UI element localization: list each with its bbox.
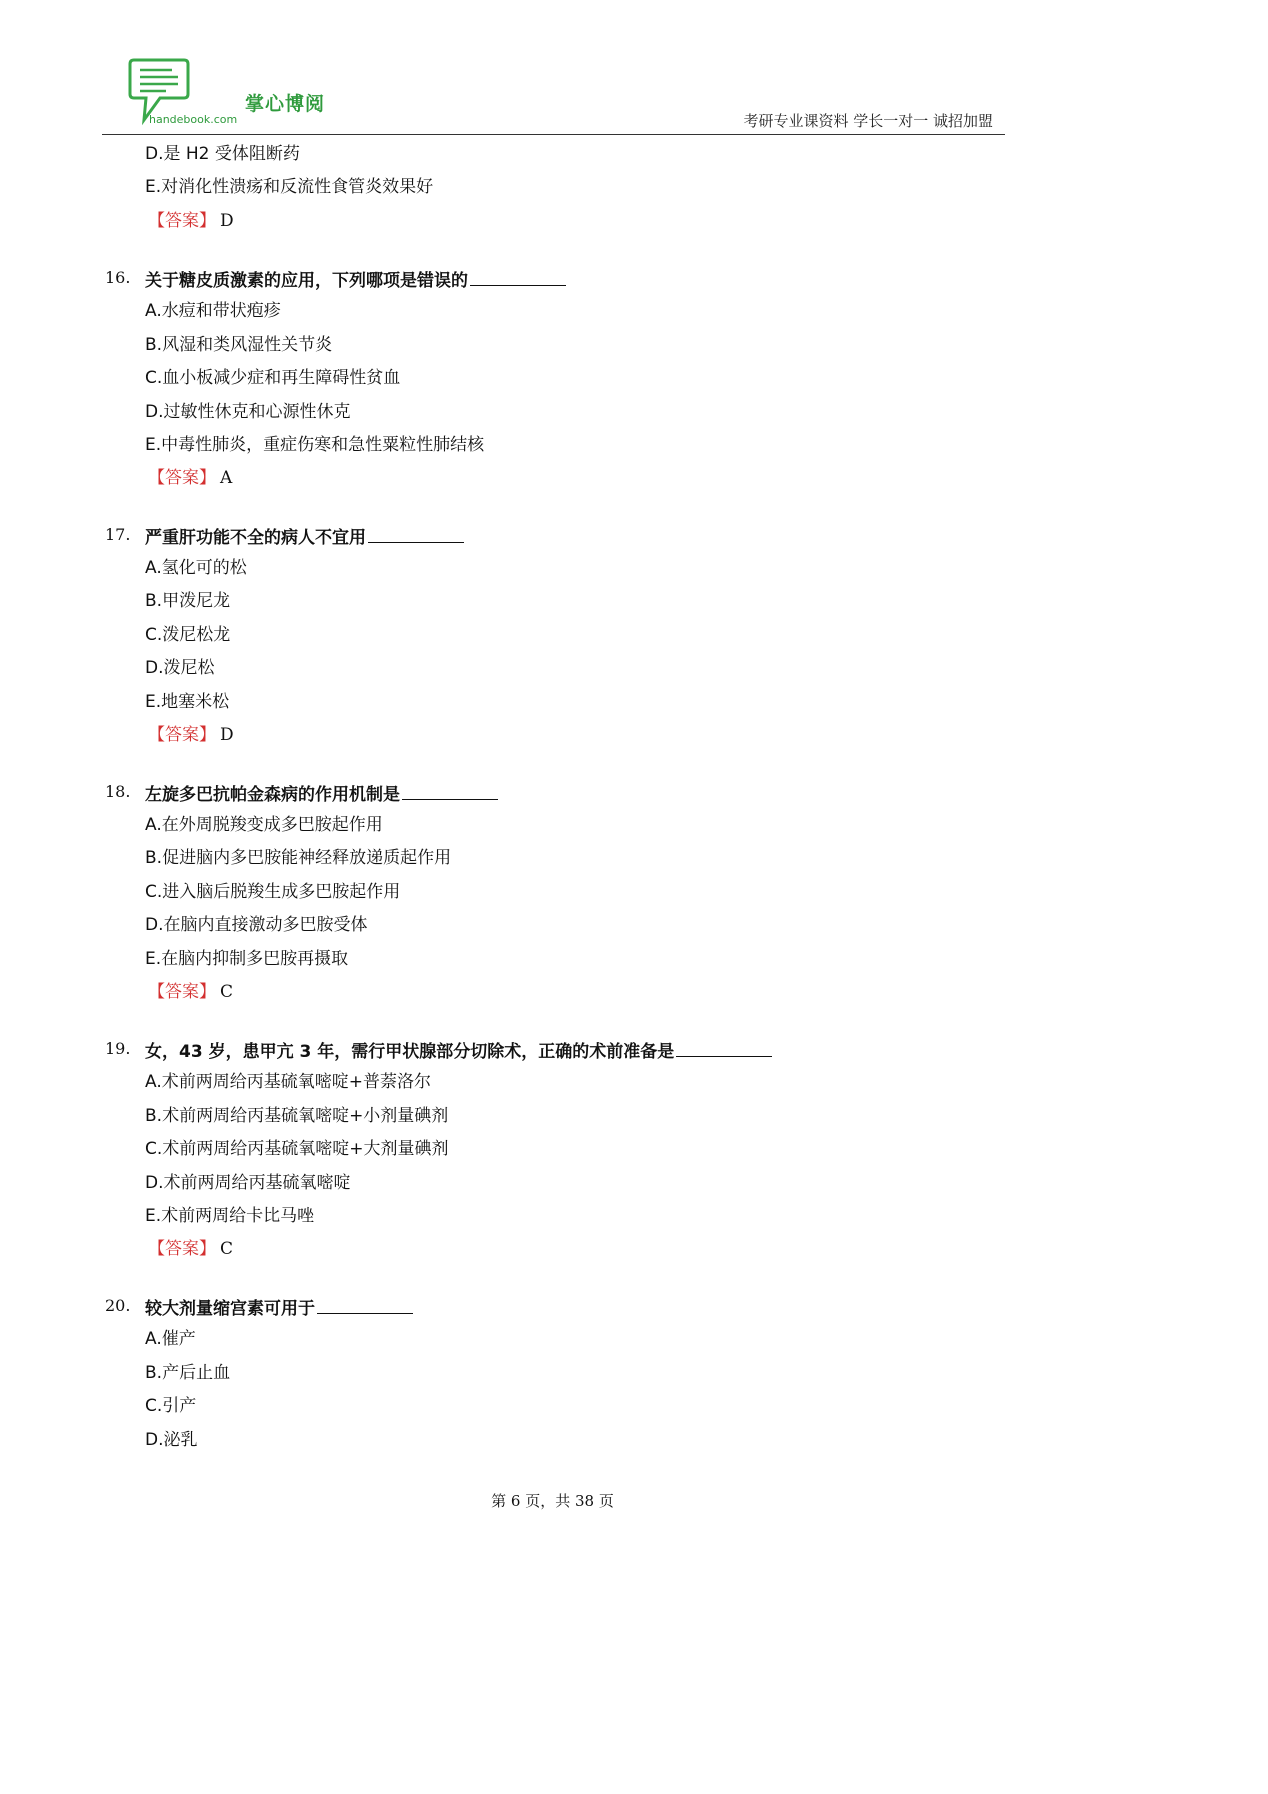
option-text: B.术前两周给丙基硫氧嘧啶+小剂量碘剂 [145,1106,449,1126]
question-text: 严重肝功能不全的病人不宜用 [145,524,464,549]
question-number: 16. [105,268,131,287]
logo-subtext: handebook.com [149,113,238,126]
question-number: 17. [105,525,131,544]
header-divider [102,134,1005,135]
option-text: D.在脑内直接激动多巴胺受体 [145,915,368,935]
option-text: C.术前两周给丙基硫氧嘧啶+大剂量碘剂 [145,1139,449,1159]
header-tagline: 考研专业课资料 学长一对一 诚招加盟 [743,112,993,130]
answer-value: C [220,1239,234,1259]
option-text: D.术前两周给丙基硫氧嘧啶 [145,1173,351,1193]
logo-text: 掌心博阅 [245,93,326,115]
option-text: E.地塞米松 [145,692,230,712]
question-number: 18. [105,782,131,801]
answer-tag: 【答案】 [148,468,216,488]
answer-line [148,724,234,746]
option-text: C.引产 [145,1396,197,1416]
page-header [102,50,1005,136]
option-text: E.中毒性肺炎，重症伤寒和急性粟粒性肺结核 [145,435,485,455]
answer-blank [368,524,464,543]
option-text: D.过敏性休克和心源性休克 [145,402,351,422]
answer-value: C [220,982,234,1002]
option-text: B.甲泼尼龙 [145,591,231,611]
option-text: B.促进脑内多巴胺能神经释放递质起作用 [145,848,452,868]
option-text: E.对消化性溃疡和反流性食管炎效果好 [145,177,434,197]
answer-line [148,210,234,232]
answer-blank [470,267,566,286]
option-text: C.泼尼松龙 [145,625,231,645]
option-text: C.血小板减少症和再生障碍性贫血 [145,368,401,388]
question-text: 较大剂量缩宫素可用于 [145,1295,413,1320]
answer-tag: 【答案】 [148,211,216,231]
answer-line [148,467,232,489]
option-text: A.术前两周给丙基硫氧嘧啶+普萘洛尔 [145,1072,431,1092]
option-text: D.泌乳 [145,1430,198,1450]
answer-line [148,1238,233,1260]
option-text: B.风湿和类风湿性关节炎 [145,335,333,355]
option-text: E.在脑内抑制多巴胺再摄取 [145,949,349,969]
answer-value: D [220,211,234,231]
answer-blank [676,1038,772,1057]
option-text: A.氢化可的松 [145,558,247,578]
question-text: 关于糖皮质激素的应用，下列哪项是错误的 [145,267,566,292]
option-text: A.在外周脱羧变成多巴胺起作用 [145,815,383,835]
option-text: A.催产 [145,1329,196,1349]
option-text: C.进入脑后脱羧生成多巴胺起作用 [145,882,401,902]
answer-blank [317,1295,413,1314]
question-text: 左旋多巴抗帕金森病的作用机制是 [145,781,498,806]
question-text: 女，43 岁，患甲亢 3 年，需行甲状腺部分切除术，正确的术前准备是 [145,1038,772,1063]
answer-value: D [220,725,234,745]
option-text: E.术前两周给卡比马唑 [145,1206,315,1226]
answer-line [148,981,233,1003]
option-text: B.产后止血 [145,1363,231,1383]
question-number: 20. [105,1296,131,1315]
option-text: D.是 H2 受体阻断药 [145,144,300,164]
answer-value: A [220,468,233,488]
answer-tag: 【答案】 [148,725,216,745]
page-footer: 第 6 页，共 38 页 [491,1492,614,1510]
question-number: 19. [105,1039,131,1058]
option-text: D.泼尼松 [145,658,215,678]
answer-blank [402,781,498,800]
answer-tag: 【答案】 [148,982,216,1002]
option-text: A.水痘和带状疱疹 [145,301,281,321]
answer-tag: 【答案】 [148,1239,216,1259]
